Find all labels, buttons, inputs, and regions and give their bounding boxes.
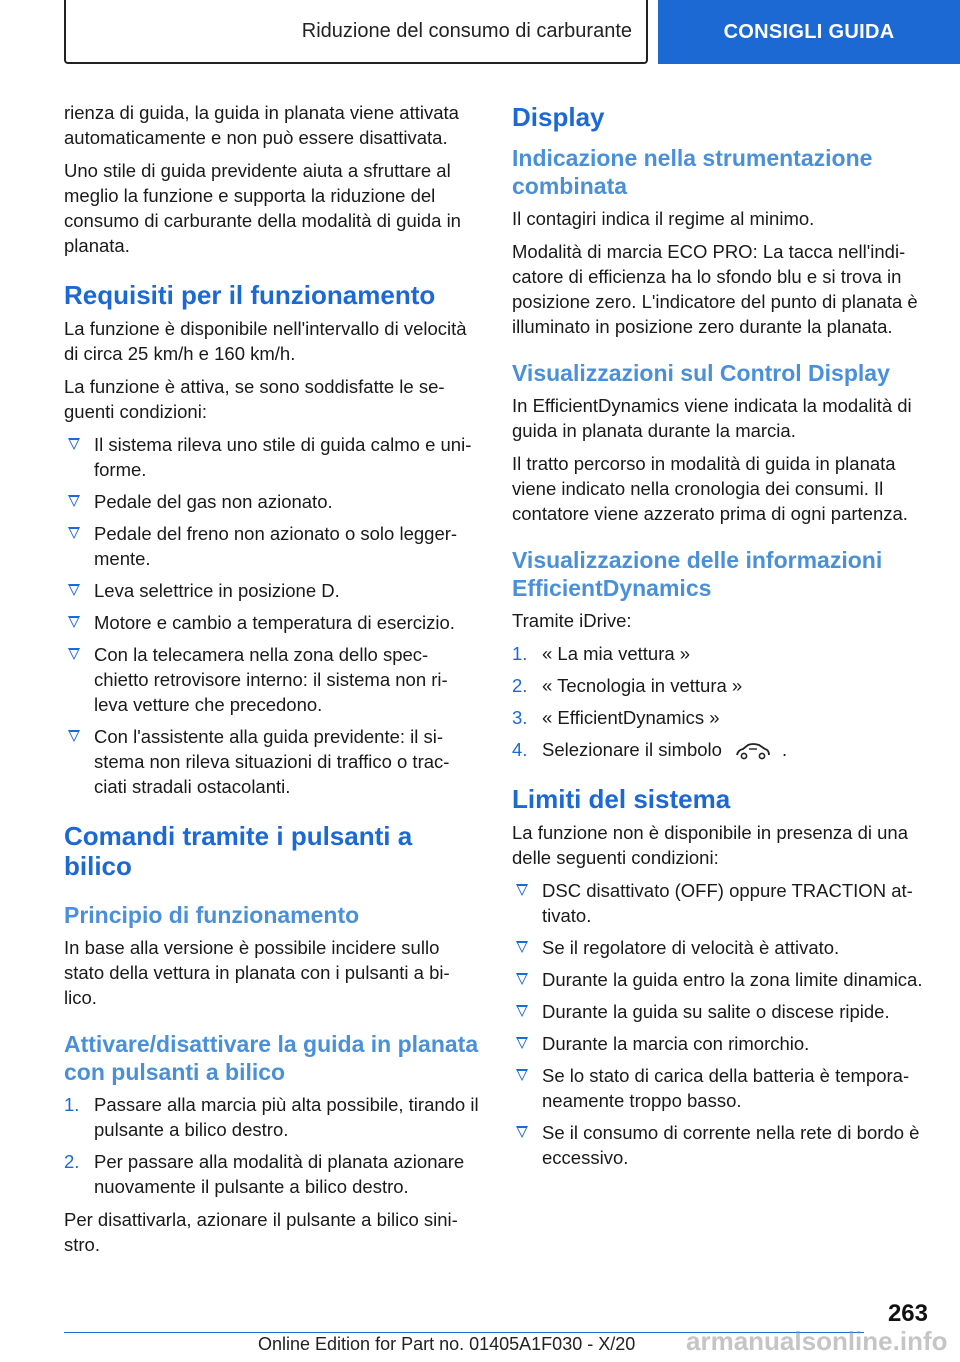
intro-paragraph-2: Uno stile di guida previdente aiuta a sfruttare al meglio la funzione e supporta la riduzione del consumo di carburante della modalità di guida in planata. (64, 160, 461, 256)
step-item: 2. Per passare alla modalità di planata azionare nuovamente il pulsante a bilico destro. (64, 1151, 465, 1197)
activation-steps (64, 1092, 480, 1199)
triangle-bullet-icon (516, 1005, 528, 1017)
list-item: Motore e cambio a temperatura di esercizio. (64, 610, 480, 635)
principle-text: In base alla versione è possibile incidere sullo stato della vettura in planata con i pulsanti a bi-lico. (64, 937, 450, 1008)
triangle-bullet-icon (68, 648, 80, 660)
left-column (64, 100, 480, 1265)
activate-coasting-heading: Attivare/disattivare la guida in planata con pulsanti a bilico (64, 1031, 479, 1085)
deactivate-text: Per disattivarla, azionare il pulsante a bilico sini-stro. (64, 1209, 458, 1255)
cluster-heading: Indicazione nella strumentazione combinata (512, 145, 873, 199)
list-item: Se il regolatore di velocità è attivato. (512, 935, 932, 960)
list-item: Leva selettrice in posizione D. (64, 578, 480, 603)
list-item: DSC disattivato (OFF) oppure TRACTION at-tivato. (512, 878, 932, 928)
list-item: Se il consumo di corrente nella rete di bordo è eccessivo. (512, 1120, 932, 1170)
list-item: Durante la guida su salite o discese ripide. (512, 999, 932, 1024)
cluster-text-1: Il contagiri indica il regime al minimo. (512, 208, 815, 229)
requirements-heading: Requisiti per il funzionamento (64, 280, 436, 310)
list-item: Pedale del freno non azionato o solo legger-mente. (64, 521, 480, 571)
limits-intro: La funzione non è disponibile in presenza di una delle seguenti condizioni: (512, 822, 908, 868)
car-coasting-icon (734, 741, 772, 761)
page-number: 263 (887, 1300, 928, 1327)
principle-heading: Principio di funzionamento (64, 902, 360, 928)
system-limits-heading: Limiti del sistema (512, 784, 731, 814)
list-item: Pedale del gas non azionato. (64, 489, 480, 514)
triangle-bullet-icon (68, 730, 80, 742)
header-section-box (64, 0, 648, 64)
control-display-text-2: Il tratto percorso in modalità di guida in planata viene indicato nella cronologia dei consumi. Il contatore viene azzerato prima di ogni partenza. (512, 453, 908, 524)
step-item: 2. « Tecnologia in vettura » (512, 675, 743, 696)
triangle-bullet-icon (516, 884, 528, 896)
efficientdynamics-heading: Visualizzazione delle informazioni EfficientDynamics (512, 547, 883, 601)
list-item: Durante la guida entro la zona limite dinamica. (512, 967, 932, 992)
cluster-text-2: Modalità di marcia ECO PRO: La tacca nell'indi-catore di efficienza ha lo sfondo blu e si trova in posizione zero. L'indicatore del punto di planata è illuminato in posizione zero durante la planata. (512, 241, 918, 337)
step-item: 3. « EfficientDynamics » (512, 707, 720, 728)
chapter-tab-label: CONSIGLI GUIDA (723, 20, 895, 43)
triangle-bullet-icon (68, 584, 80, 596)
control-display-heading: Visualizzazioni sul Control Display (512, 360, 890, 386)
step-item: 1. « La mia vettura » (512, 643, 691, 664)
triangle-bullet-icon (68, 616, 80, 628)
list-item: Con l'assistente alla guida previdente: il si-stema non rileva situazioni di traffico o trac-ciati stradali ostacolanti. (64, 724, 480, 799)
chapter-tab[interactable] (658, 0, 960, 64)
requirements-conditions-intro: La funzione è attiva, se sono soddisfatte le se-guenti condizioni: (64, 376, 445, 422)
section-title: Riduzione del consumo di carburante (301, 19, 632, 42)
idrive-intro: Tramite iDrive: (512, 610, 632, 631)
rocker-controls-heading: Comandi tramite i pulsanti a bilico (64, 821, 413, 881)
triangle-bullet-icon (68, 438, 80, 450)
requirements-speed-text: La funzione è disponibile nell'intervallo di velocità di circa 25 km/h e 160 km/h. (64, 318, 467, 364)
list-item: Il sistema rileva uno stile di guida calmo e uni-forme. (64, 432, 480, 482)
right-column (512, 100, 932, 1178)
edition-footer: Online Edition for Part no. 01405A1F030 - X/20 (258, 1334, 636, 1354)
idrive-steps (512, 641, 932, 762)
control-display-text-1: In EfficientDynamics viene indicata la modalità di guida in planata durante la marcia. (512, 395, 912, 441)
list-item: Se lo stato di carica della batteria è tempora-neamente troppo basso. (512, 1063, 932, 1113)
conditions-list (64, 432, 480, 799)
step-item: 1. Passare alla marcia più alta possibile, tirando il pulsante a bilico destro. (64, 1094, 479, 1140)
triangle-bullet-icon (516, 1037, 528, 1049)
watermark: armanualsonline.info (686, 1326, 948, 1356)
intro-paragraph-1: rienza di guida, la guida in planata viene attivata automaticamente e non può essere disattivata. (64, 102, 459, 148)
triangle-bullet-icon (516, 1126, 528, 1138)
triangle-bullet-icon (516, 1069, 528, 1081)
triangle-bullet-icon (68, 527, 80, 539)
step-item: 4. Selezionare il simbolo . (512, 739, 788, 760)
limits-list (512, 878, 932, 1170)
display-heading: Display (512, 102, 605, 132)
triangle-bullet-icon (68, 495, 80, 507)
triangle-bullet-icon (516, 973, 528, 985)
list-item: Durante la marcia con rimorchio. (512, 1031, 932, 1056)
triangle-bullet-icon (516, 941, 528, 953)
list-item: Con la telecamera nella zona dello spec-chietto retrovisore interno: il sistema non ri-leva vetture che precedono. (64, 642, 480, 717)
